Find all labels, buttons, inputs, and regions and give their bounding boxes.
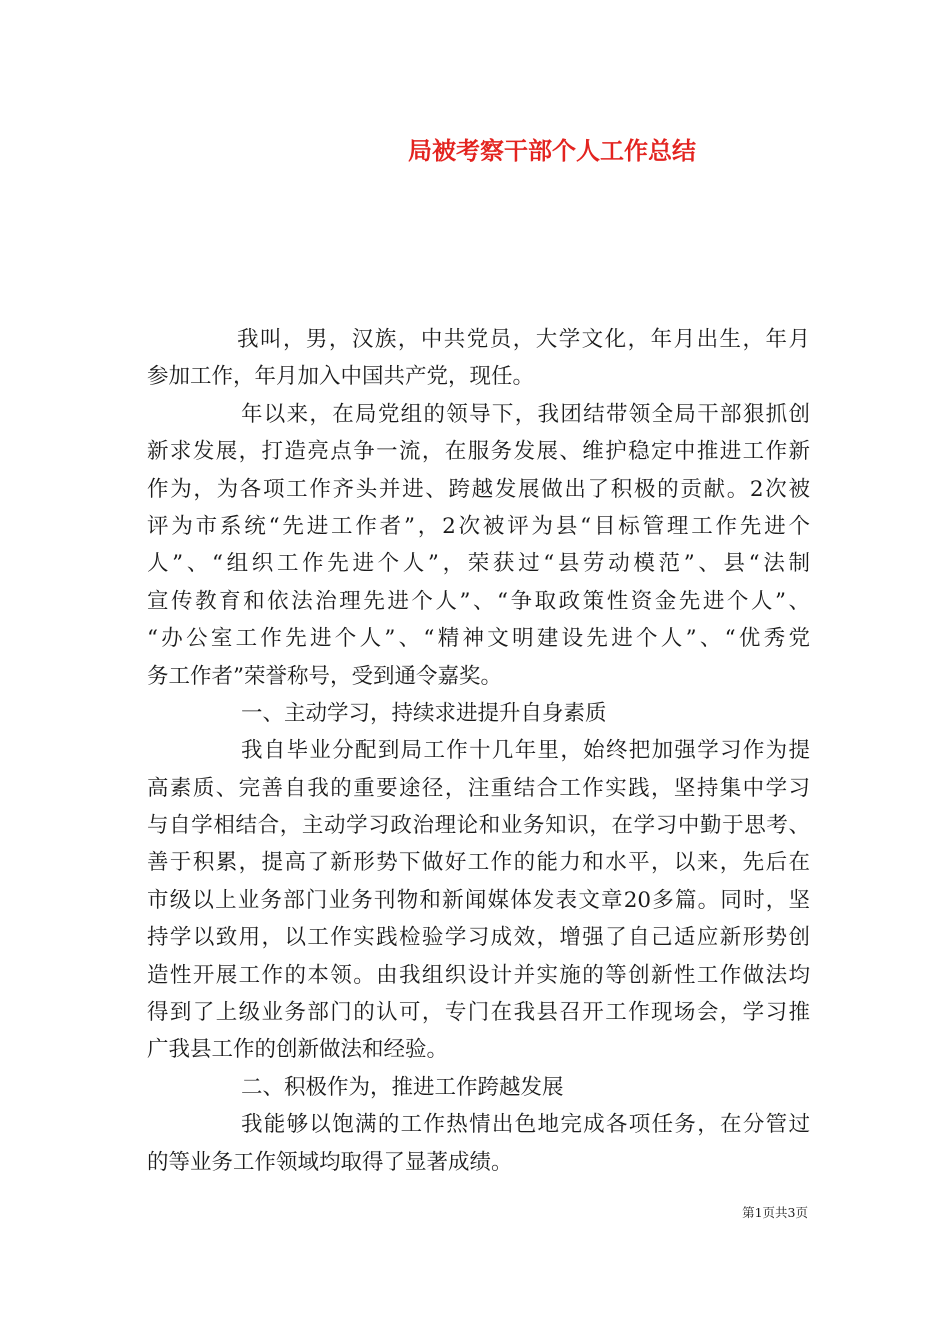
paragraph-line: 我能够以饱满的工作热情出色地完成各项任务，在分管过 [241, 1112, 810, 1138]
paragraph-line: 广我县工作的创新做法和经验。 [147, 1037, 449, 1063]
paragraph-line: 年以来，在局党组的领导下，我团结带领全局干部狠抓创 [241, 401, 810, 427]
paragraph-line: 我叫，男，汉族，中共党员，大学文化，年月出生，年月 [237, 327, 810, 352]
paragraph-line: 宣传教育和依法治理先进个人”、“争取政策性资金先进个人”、 [147, 588, 810, 614]
paragraph-study [147, 732, 810, 1069]
paragraph-line: 我自毕业分配到局工作十几年里，始终把加强学习作为提 [241, 738, 810, 764]
paragraph-line: 与自学相结合，主动学习政治理论和业务知识，在学习中勤于思考、 [147, 813, 810, 839]
section-heading-2: 二、积极作为，推进工作跨越发展 [241, 1074, 564, 1100]
paragraph-line: 善于积累，提高了新形势下做好工作的能力和水平，以来，先后在 [147, 850, 810, 876]
paragraph-line: 高素质、完善自我的重要途径，注重结合工作实践，坚持集中学习 [147, 775, 810, 801]
paragraph-line: 市级以上业务部门业务刊物和新闻媒体发表文章20多篇。同时，坚 [147, 887, 810, 913]
document-body [147, 321, 810, 1181]
section-heading-1: 一、主动学习，持续求进提升自身素质 [241, 700, 607, 726]
paragraph-line: 新求发展，打造亮点争一流，在服务发展、维护稳定中推进工作新 [147, 439, 810, 465]
paragraph-line: 作为，为各项工作齐头并进、跨越发展做出了积极的贡献。2次被 [147, 476, 810, 502]
page-number-footer: 第1页共3页 [742, 1205, 808, 1220]
paragraph-line: 人”、“组织工作先进个人”，荣获过“县劳动模范”、县“法制 [147, 551, 810, 577]
paragraph-personal-info [147, 321, 810, 396]
paragraph-achievements [147, 396, 810, 695]
paragraph-work [147, 1106, 810, 1181]
paragraph-line: 得到了上级业务部门的认可，专门在我县召开工作现场会，学习推 [147, 1000, 810, 1026]
paragraph-line: 参加工作，年月加入中国共产党，现任。 [147, 364, 535, 390]
paragraph-line: 的等业务工作领域均取得了显著成绩。 [147, 1149, 513, 1175]
document-title: 局被考察干部个人工作总结 [408, 136, 696, 165]
paragraph-line: 造性开展工作的本领。由我组织设计并实施的等创新性工作做法均 [147, 962, 810, 988]
paragraph-line: 务工作者”荣誉称号，受到通令嘉奖。 [147, 663, 502, 689]
paragraph-line: 评为市系统“先进工作者”，2次被评为县“目标管理工作先进个 [147, 513, 810, 539]
paragraph-line: 持学以致用，以工作实践检验学习成效，增强了自己适应新形势创 [147, 925, 810, 951]
paragraph-line: “办公室工作先进个人”、“精神文明建设先进个人”、“优秀党 [147, 626, 810, 652]
